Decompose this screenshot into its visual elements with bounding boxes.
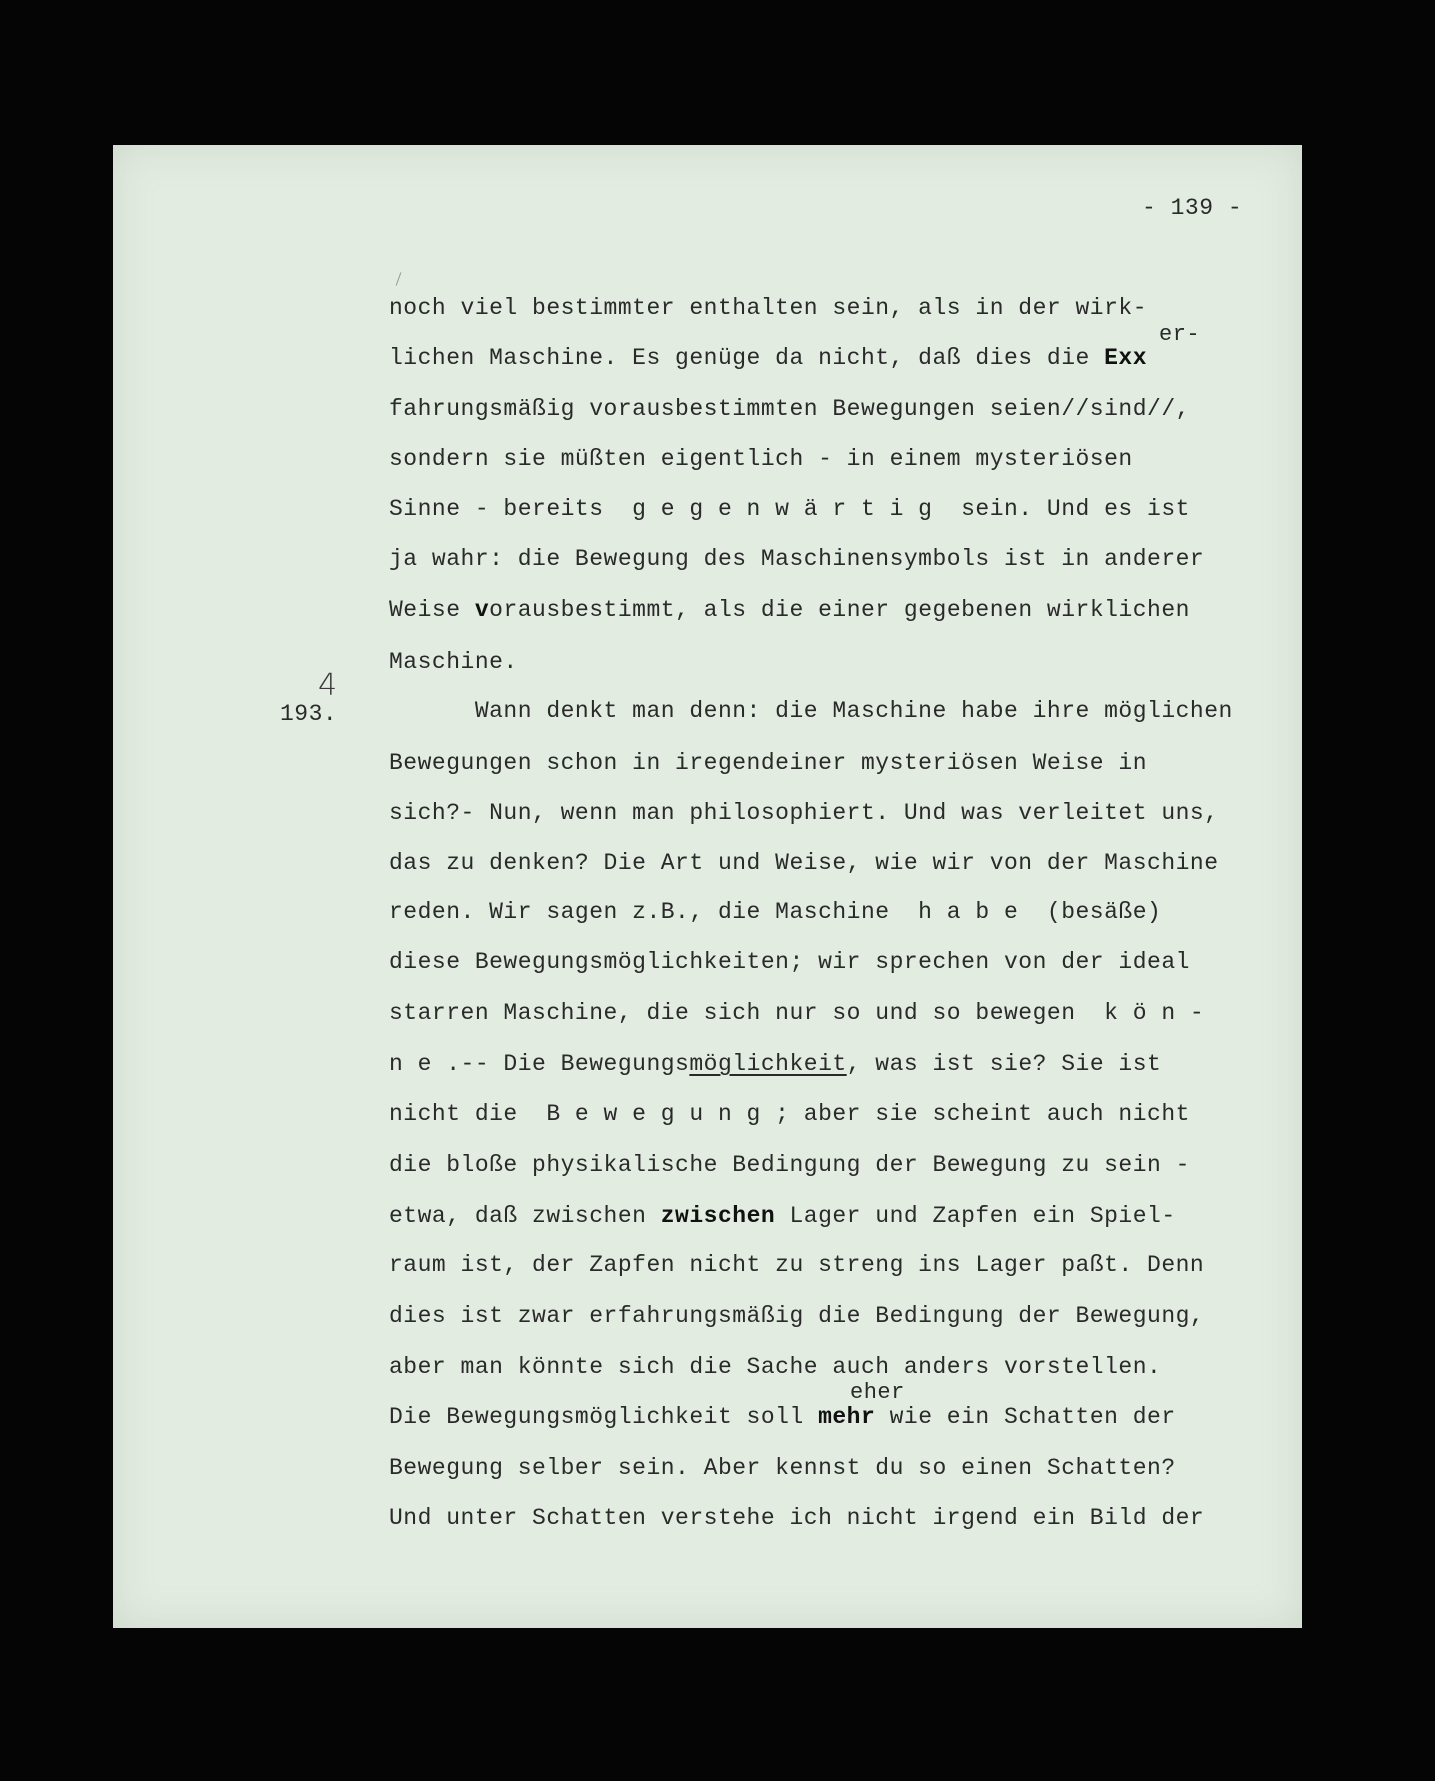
text-line	[389, 548, 1204, 571]
struck-text: v	[474, 597, 490, 623]
text-segment: aber man könnte sich die Sache auch anders vorstellen.	[389, 1354, 1162, 1380]
text-segment: sich?- Nun, wenn man philosophiert. Und was verleitet uns,	[389, 800, 1219, 826]
text-segment: Weise	[389, 597, 475, 623]
text-segment: Bewegung selber sein. Aber kennst du so einen Schatten?	[389, 1455, 1176, 1481]
text-line	[389, 1457, 1176, 1480]
text-segment: sondern sie müßten eigentlich - in einem mysteriösen	[389, 446, 1133, 472]
text-segment: reden. Wir sagen z.B., die Maschine h a b e (besäße)	[389, 899, 1162, 925]
struck-text: zwischen	[660, 1203, 776, 1229]
page-number: - 139 -	[1142, 195, 1243, 221]
insertion-eher: eher	[850, 1380, 905, 1405]
text-line	[389, 651, 518, 674]
text-line	[389, 1103, 1190, 1126]
text-line	[389, 901, 1161, 924]
text-segment: orausbestimmt, als die einer gegebenen wirklichen	[489, 597, 1190, 623]
text-line	[389, 1205, 1176, 1228]
text-segment: raum ist, der Zapfen nicht zu streng ins Lager paßt. Denn	[389, 1252, 1205, 1278]
text-segment: wie ein Schatten der	[875, 1404, 1176, 1430]
text-line	[389, 297, 1147, 320]
text-line	[389, 1154, 1190, 1177]
text-segment: Wann denkt man denn: die Maschine habe ihre möglichen	[389, 698, 1233, 724]
paragraph-number-correction: 4	[318, 668, 338, 703]
text-segment: diese Bewegungsmöglichkeiten; wir sprechen von der ideal	[389, 949, 1190, 975]
text-segment: ja wahr: die Bewegung des Maschinensymbols ist in anderer	[389, 546, 1205, 572]
text-line	[389, 1254, 1204, 1277]
text-segment: die bloße physikalische Bedingung der Bewegung zu sein -	[389, 1152, 1190, 1178]
insertion-er: er-	[1159, 322, 1201, 347]
text-line	[389, 398, 1190, 421]
text-segment: Die Bewegungsmöglichkeit soll	[389, 1404, 819, 1430]
text-segment: Bewegungen schon in iregendeiner mysteriösen Weise in	[389, 750, 1148, 776]
text-segment: Und unter Schatten verstehe ich nicht irgend ein Bild der	[389, 1505, 1205, 1531]
text-segment: starren Maschine, die sich nur so und so bewegen k ö n -	[389, 1000, 1205, 1026]
text-line	[389, 1356, 1161, 1379]
text-line	[389, 951, 1190, 974]
text-line	[389, 852, 1219, 875]
text-line	[389, 347, 1147, 370]
text-line	[389, 1507, 1204, 1530]
text-segment: Sinne - bereits g e g e n w ä r t i g sein. Und es ist	[389, 496, 1190, 522]
text-segment: etwa, daß zwischen	[389, 1203, 661, 1229]
text-line	[389, 599, 1190, 622]
text-line	[389, 1305, 1204, 1328]
text-segment: n e .-- Die Bewegungs	[389, 1051, 690, 1077]
text-segment: dies ist zwar erfahrungsmäßig die Bedingung der Bewegung,	[389, 1303, 1205, 1329]
text-line	[389, 700, 1233, 723]
struck-text: Exx	[1104, 345, 1148, 371]
text-line	[389, 1053, 1161, 1076]
text-line	[389, 1406, 1176, 1429]
text-line	[389, 1002, 1204, 1025]
text-segment: Lager und Zapfen ein Spiel-	[775, 1203, 1176, 1229]
text-segment: Maschine.	[389, 649, 518, 675]
text-segment: lichen Maschine. Es genüge da nicht, daß dies die	[389, 345, 1105, 371]
underlined-text: möglichkeit	[689, 1051, 847, 1077]
text-segment: nicht die B e w e g u n g ; aber sie scheint auch nicht	[389, 1101, 1190, 1127]
paragraph-number: 193.	[280, 701, 338, 727]
text-segment: , was ist sie? Sie ist	[846, 1051, 1162, 1077]
text-line	[389, 498, 1190, 521]
text-line	[389, 802, 1219, 825]
text-line	[389, 752, 1147, 775]
text-segment: das zu denken? Die Art und Weise, wie wir von der Maschine	[389, 850, 1219, 876]
text-segment: noch viel bestimmter enthalten sein, als in der wirk-	[389, 295, 1148, 321]
struck-text: mehr	[818, 1404, 876, 1430]
text-segment: fahrungsmäßig vorausbestimmten Bewegungen seien//sind//,	[389, 396, 1190, 422]
text-line	[389, 448, 1133, 471]
